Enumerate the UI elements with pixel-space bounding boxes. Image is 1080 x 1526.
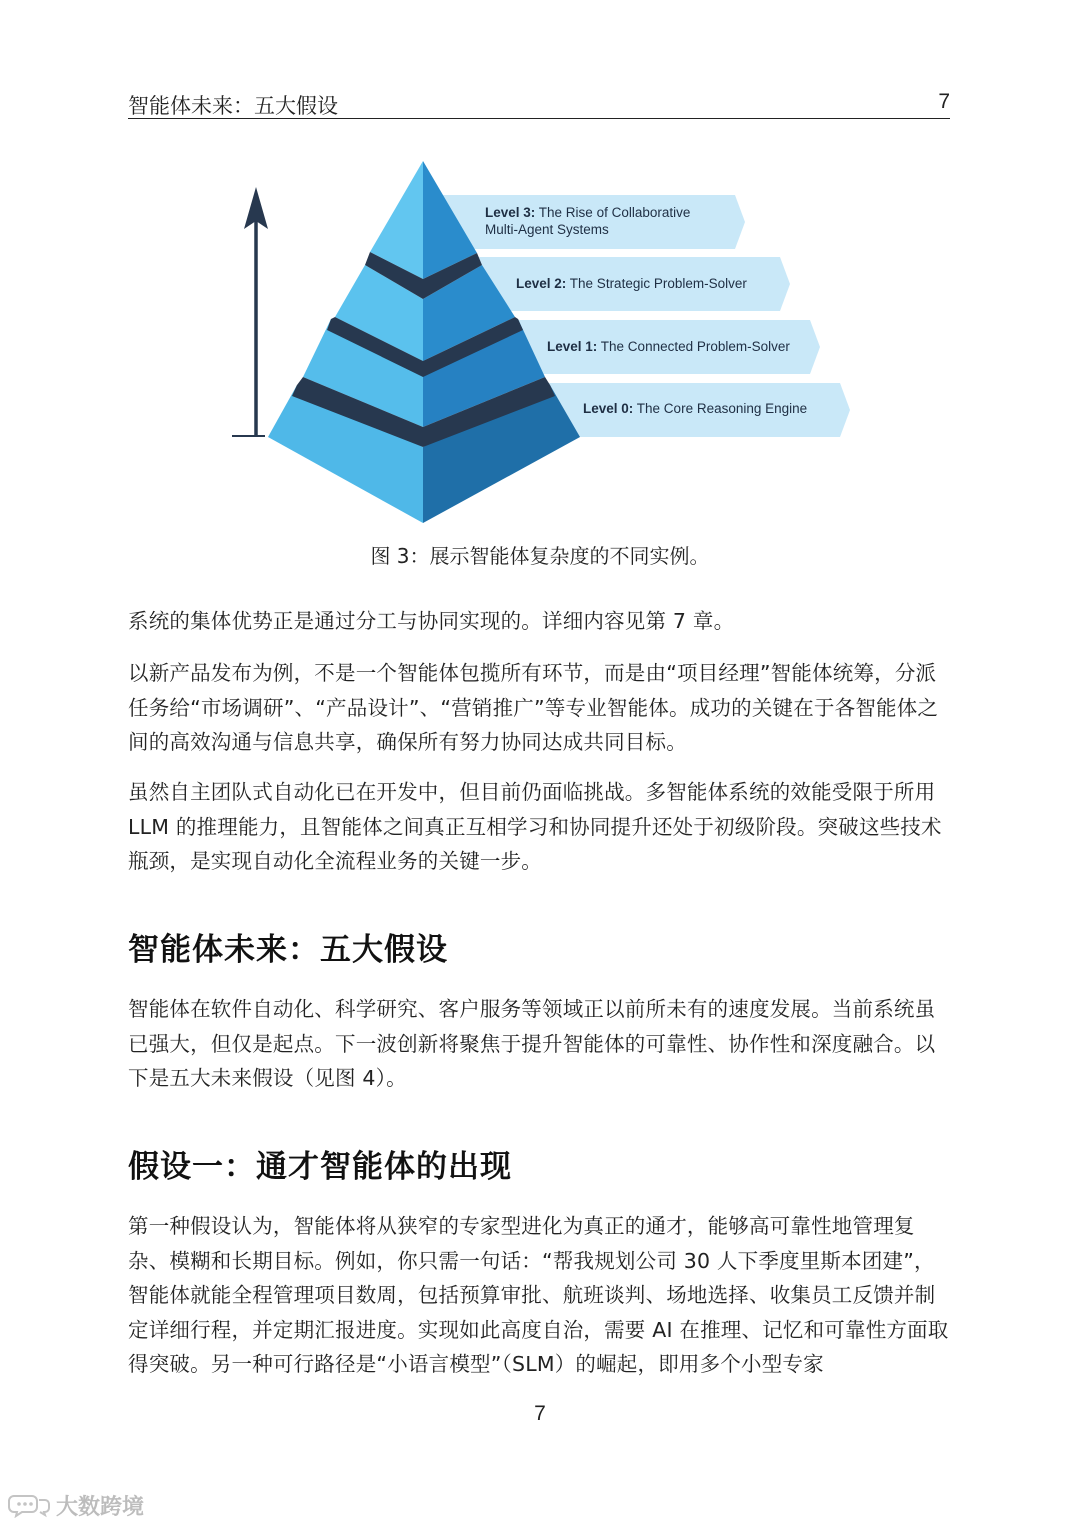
paragraph-1: 系统的集体优势正是通过分工与协同实现的。详细内容见第 7 章。 [128,609,735,633]
paragraph-future: 智能体在软件自动化、科学研究、客户服务等领域正以前所未有的速度发展。当前系统虽已强大，但仅是起点。下一波创新将聚焦于提升智能体的可靠性、协作性和深度融合。以下是五大未来假设（见图 4）。 [128,997,936,1090]
level-3-number: Level 3: [485,205,536,220]
level-2-text: The Strategic Problem-Solver [569,276,747,291]
level-3-text: The Rise of Collaborative [538,205,691,220]
paragraph-3: 虽然自主团队式自动化已在开发中，但目前仍面临挑战。多智能体系统的效能受限于所用 LLM 的推理能力，且智能体之间真正互相学习和协同提升还处于初级阶段。突破这些技术瓶颈，是实现自动化全流程业务的关键一步。 [128,780,942,873]
level-0-text: The Core Reasoning Engine [636,401,808,416]
level-1-label [547,338,790,355]
footer-page-number: 7 [534,1402,546,1425]
section-heading-future: 智能体未来：五大假设 [128,932,448,968]
level-3-label [485,204,690,238]
page-header [128,88,950,119]
level-0-number: Level 0: [583,401,634,416]
pyramid-figure [225,155,855,530]
level-0-label [583,400,807,417]
level-3-text-line2: Multi-Agent Systems [485,222,609,237]
figure-caption: 图 3：展示智能体复杂度的不同实例。 [370,544,710,568]
paragraph-hypothesis-1: 第一种假设认为，智能体将从狭窄的专家型进化为真正的通才，能够高可靠性地管理复杂、模糊和长期目标。例如，你只需一句话：“帮我规划公司 30 人下季度里斯本团建”，智能体就能全程管理项目数周，包括预算审批、航班谈判、场地选择、收集员工反馈并制定详细行程，并定期汇报进度。实现如此高度自治，需要 AI 在推理、记忆和可靠性方面取得突破。另一种可行路径是“小语言模型”（SLM）的崛起，即用多个小型专家 [128,1214,949,1376]
level-2-label [516,275,747,292]
level-1-text: The Connected Problem-Solver [600,339,790,354]
watermark [8,1490,144,1520]
level-2-number: Level 2: [516,276,567,291]
header-title: 智能体未来：五大假设 [128,94,338,118]
section-heading-hypothesis-1: 假设一：通才智能体的出现 [128,1149,512,1185]
watermark-text: 大数跨境 [56,1494,145,1520]
level-1-number: Level 1: [547,339,598,354]
paragraph-2: 以新产品发布为例，不是一个智能体包揽所有环节，而是由“项目经理”智能体统筹，分派任务给“市场调研”、“产品设计”、“营销推广”等专业智能体。成功的关键在于各智能体之间的高效沟通与信息共享，确保所有努力协同达成共同目标。 [128,661,939,754]
chat-bubble-logo-icon [8,1492,52,1518]
header-page-number: 7 [938,90,950,113]
